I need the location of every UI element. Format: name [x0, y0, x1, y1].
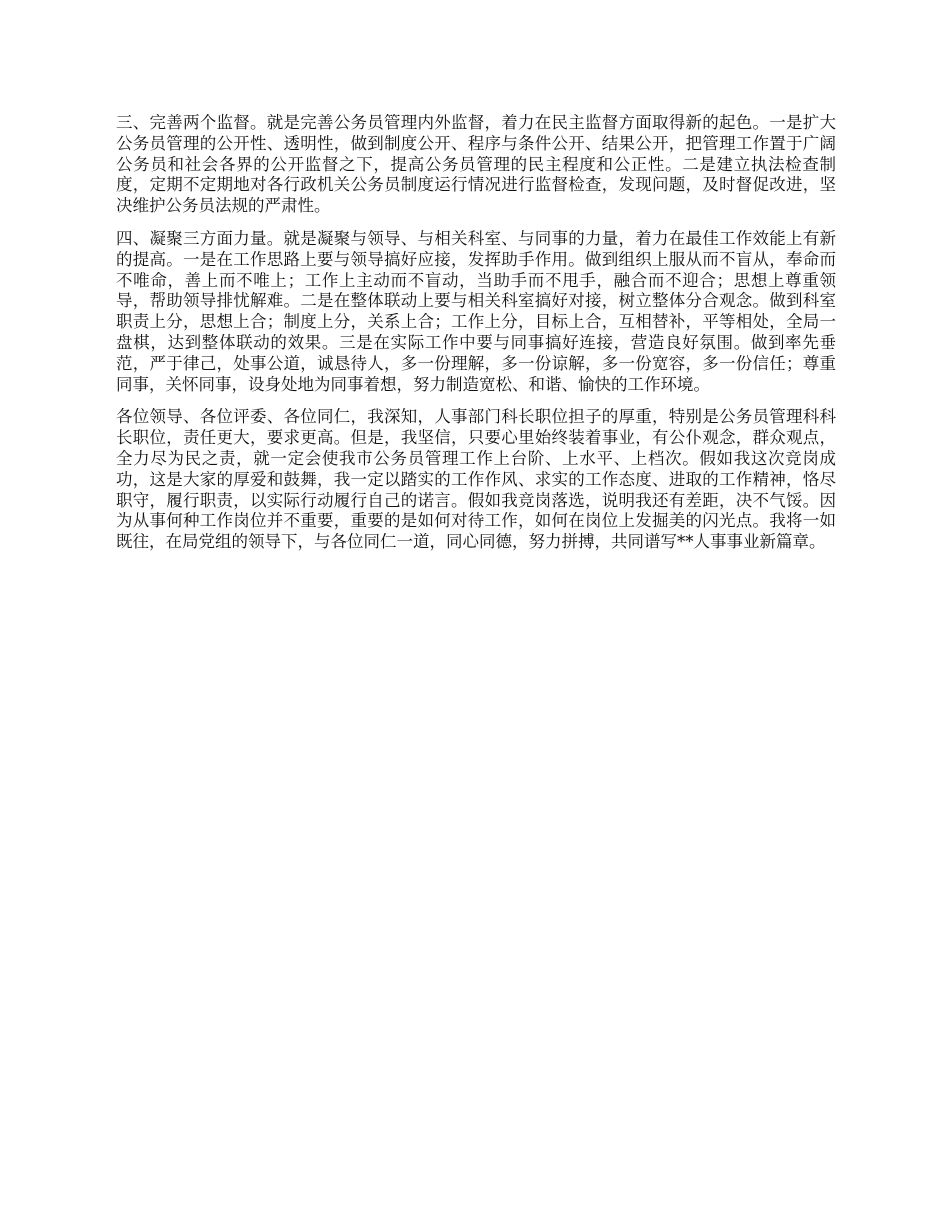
- paragraph-two-supervisions: 三、完善两个监督。就是完善公务员管理内外监督，着力在民主监督方面取得新的起色。一是扩大公务员管理的公开性、透明性，做到制度公开、程序与条件公开、结果公开，把管理工作置于广阔公务员和社会各界的公开监督之下，提高公务员管理的民主程度和公正性。二是建立执法检查制度，定期不定期地对各行政机关公务员制度运行情况进行监督检查，发现问题，及时督促改进，坚决维护公务员法规的严肃性。: [116, 113, 836, 216]
- paragraph-closing-statement: 各位领导、各位评委、各位同仁，我深知，人事部门科长职位担子的厚重，特别是公务员管理科科长职位，责任更大，要求更高。但是，我坚信，只要心里始终装着事业，有公仆观念，群众观点，全力尽为民之责，就一定会使我市公务员管理工作上台阶、上水平、上档次。假如我这次竞岗成功，这是大家的厚爱和鼓舞，我一定以踏实的工作作风、求实的工作态度、进取的工作精神，恪尽职守，履行职责，以实际行动履行自己的诺言。假如我竞岗落选，说明我还有差距，决不气馁。因为从事何种工作岗位并不重要，重要的是如何对待工作，如何在岗位上发掘美的闪光点。我将一如既往，在局党组的领导下，与各位同仁一道，同心同德，努力拼搏，共同谱写**人事事业新篇章。: [116, 407, 836, 552]
- paragraph-three-forces: 四、凝聚三方面力量。就是凝聚与领导、与相关科室、与同事的力量，着力在最佳工作效能上有新的提高。一是在工作思路上要与领导搞好应接，发挥助手作用。做到组织上服从而不盲从，奉命而不唯命，善上而不唯上；工作上主动而不盲动，当助手而不甩手，融合而不迎合；思想上尊重领导，帮助领导排忧解难。二是在整体联动上要与相关科室搞好对接，树立整体分合观念。做到科室职责上分，思想上合；制度上分，关系上合；工作上分，目标上合，互相替补，平等相处，全局一盘棋，达到整体联动的效果。三是在实际工作中要与同事搞好连接，营造良好氛围。做到率先垂范，严于律己，处事公道，诚恳待人，多一份理解，多一份谅解，多一份宽容，多一份信任；尊重同事，关怀同事，设身处地为同事着想，努力制造宽松、和谐、愉快的工作环境。: [116, 228, 836, 394]
- document-body: [116, 113, 836, 565]
